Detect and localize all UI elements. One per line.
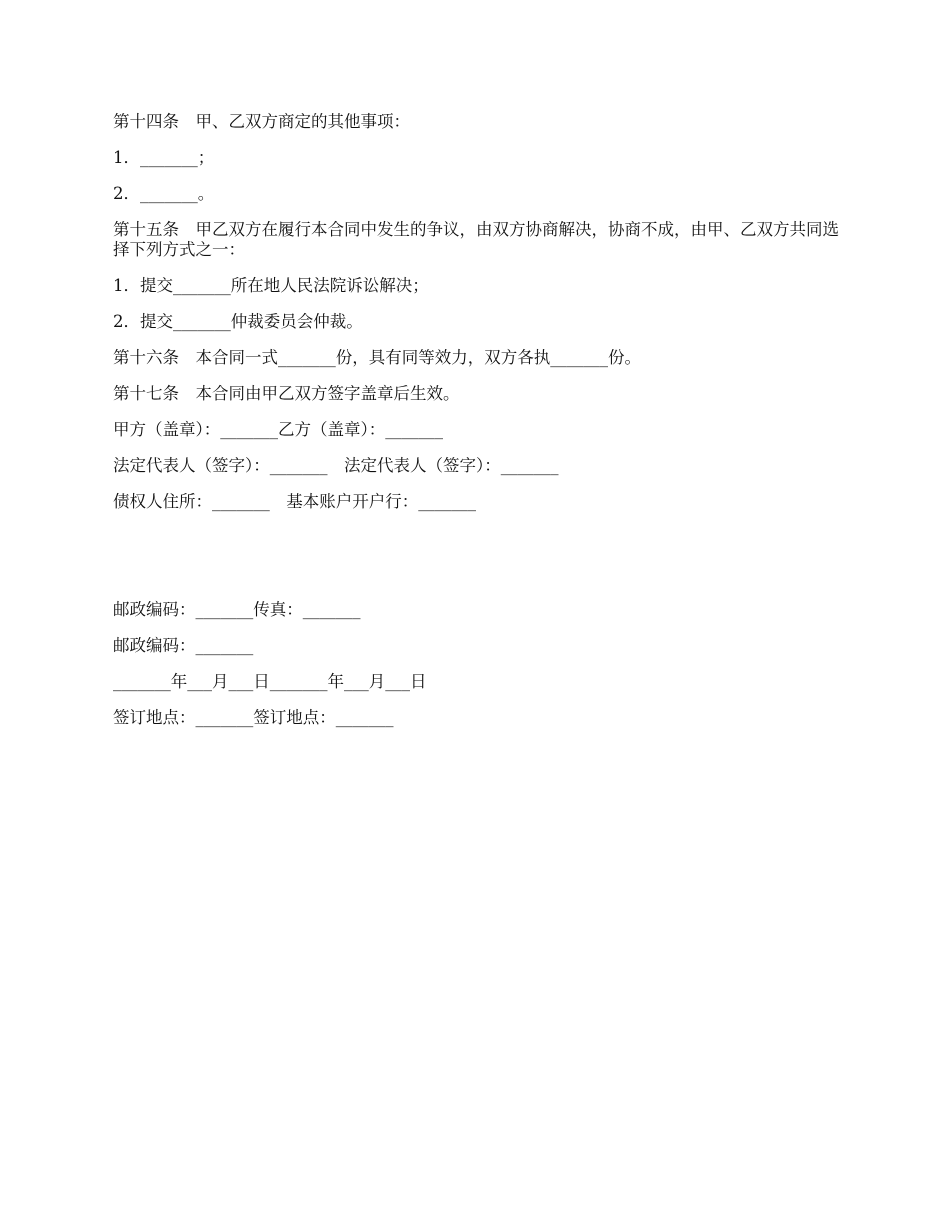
postal-fax-line: 邮政编码：_______传真：_______ xyxy=(113,600,361,619)
legal-representative-line: 法定代表人（签字）：_______ 法定代表人（签字）：_______ xyxy=(113,456,559,475)
signing-place-line: 签订地点：_______签订地点：_______ xyxy=(113,708,394,727)
article-17-text: 第十七条 本合同由甲乙双方签字盖章后生效。 xyxy=(113,384,460,403)
address-bank-line: 债权人住所：_______ 基本账户开户行：_______ xyxy=(113,492,476,511)
article-14-item-2: 2．_______。 xyxy=(113,184,215,203)
blank-spacer xyxy=(113,528,843,600)
article-14-heading: 第十四条 甲、乙双方商定的其他事项： xyxy=(113,112,410,131)
seal-line: 甲方（盖章）：_______乙方（盖章）：_______ xyxy=(113,420,443,439)
date-line: _______年___月___日_______年___月___日 xyxy=(113,672,427,691)
article-15-option-2: 2．提交_______仲裁委员会仲裁。 xyxy=(113,312,363,331)
postal-code-line: 邮政编码：_______ xyxy=(113,636,254,655)
article-15-option-1: 1．提交_______所在地人民法院诉讼解决； xyxy=(113,276,429,295)
article-15-text: 第十五条 甲乙双方在履行本合同中发生的争议，由双方协商解决，协商不成，由甲、乙双方共同选择下列方式之一： xyxy=(113,220,839,259)
article-16-text: 第十六条 本合同一式_______份，具有同等效力，双方各执_______份。 xyxy=(113,348,641,367)
article-14-item-1: 1．_______； xyxy=(113,148,215,167)
contract-body xyxy=(113,112,843,744)
